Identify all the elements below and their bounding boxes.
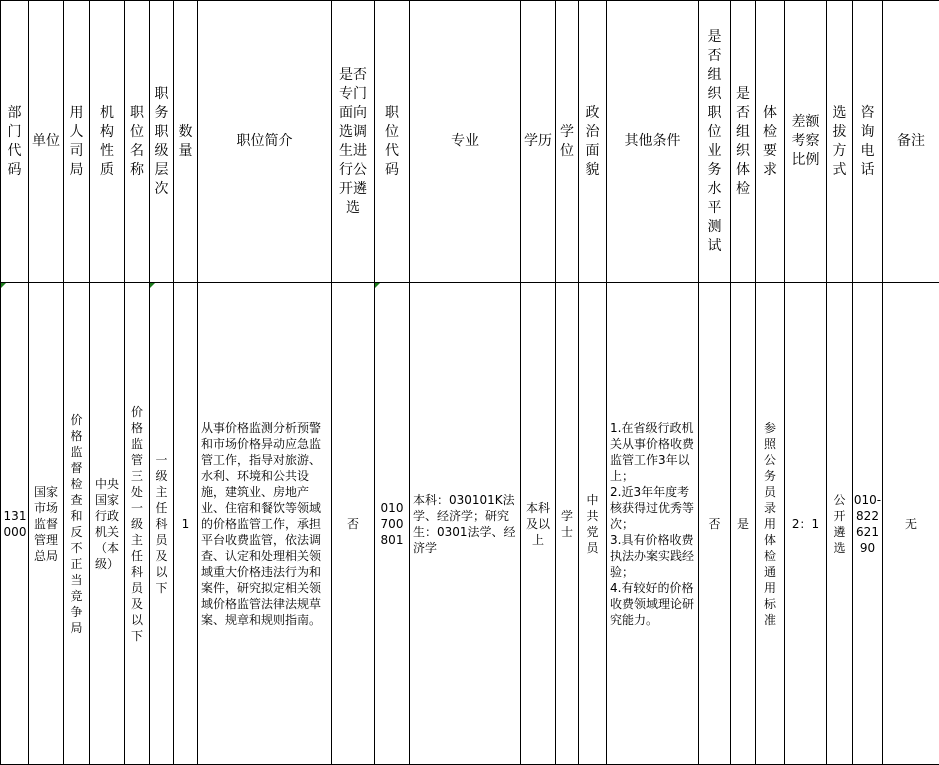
header-degree: 学位 <box>556 1 579 283</box>
cell-major: 本科：030101K法学、经济学；研究生：0301法学、经济学 <box>410 283 521 765</box>
header-employer: 用人司局 <box>64 1 90 283</box>
cell-org-nature: 中央国家行政机关（本级） <box>90 283 125 765</box>
cell-physical: 是 <box>731 283 756 765</box>
table-row <box>1 283 939 765</box>
header-major: 专业 <box>410 1 521 283</box>
header-unit: 单位 <box>29 1 64 283</box>
header-method: 选拔方式 <box>827 1 853 283</box>
other-condition-3: 3.具有价格收费执法办案实践经验； <box>610 532 695 579</box>
header-remark: 备注 <box>883 1 939 283</box>
other-condition-4: 4.有较好的价格收费领域理论研究能力。 <box>610 580 695 627</box>
header-physical-req: 体检要求 <box>756 1 785 283</box>
header-education: 学历 <box>521 1 556 283</box>
cell-education: 本科及以上 <box>521 283 556 765</box>
other-condition-1: 1.在省级行政机关从事价格收费监管工作3年以上； <box>610 420 695 483</box>
cell-position-level: 一级主任科员及以下 <box>150 283 174 765</box>
cell-dept-code: 131000 <box>1 283 29 765</box>
header-position-level: 职务职级层次 <box>150 1 174 283</box>
header-physical: 是否组织体检 <box>731 1 756 283</box>
header-phone: 咨询电话 <box>853 1 883 283</box>
cell-method: 公开遴选 <box>827 283 853 765</box>
cell-special-direction: 否 <box>332 283 375 765</box>
cell-quantity: 1 <box>174 283 198 765</box>
header-political: 政治面貌 <box>579 1 607 283</box>
header-intro: 职位简介 <box>198 1 332 283</box>
cell-physical-req: 参照公务员录用体检通用标准 <box>756 283 785 765</box>
cell-employer: 价格监督检查和反不正当竞争局 <box>64 283 90 765</box>
header-quantity: 数量 <box>174 1 198 283</box>
other-condition-2: 2.近3年年度考核获得过优秀等次； <box>610 484 695 531</box>
header-dept-code: 部门代码 <box>1 1 29 283</box>
cell-unit: 国家市场监督管理总局 <box>29 283 64 765</box>
cell-other <box>607 283 699 765</box>
header-position-code: 职位代码 <box>375 1 410 283</box>
cell-degree: 学士 <box>556 283 579 765</box>
header-org-nature: 机构性质 <box>90 1 125 283</box>
cell-position-code: 010700801 <box>375 283 410 765</box>
cell-remark: 无 <box>883 283 939 765</box>
cell-position-name: 价格监管三处一级主任科员及以下 <box>125 283 150 765</box>
header-row <box>1 1 939 283</box>
cell-skill-test: 否 <box>699 283 731 765</box>
header-skill-test: 是否组织职位业务水平测试 <box>699 1 731 283</box>
cell-phone: 010-82262190 <box>853 283 883 765</box>
cell-intro: 从事价格监测分析预警和市场价格异动应急监管工作，指导对旅游、水利、环境和公共设施，建筑业、房地产业、住宿和餐饮等领域的价格监管工作，承担平台收费监管，依法调查、认定和处理相关领域重大价格违法行为和案件，研究拟定相关领域价格监管法律法规草案、规章和规则指南。 <box>198 283 332 765</box>
cell-political: 中共党员 <box>579 283 607 765</box>
cell-ratio: 2：1 <box>785 283 827 765</box>
header-special-direction: 是否专门面向选调生进行公开遴选 <box>332 1 375 283</box>
header-ratio: 差额考察比例 <box>785 1 827 283</box>
header-other: 其他条件 <box>607 1 699 283</box>
header-position-name: 职位名称 <box>125 1 150 283</box>
